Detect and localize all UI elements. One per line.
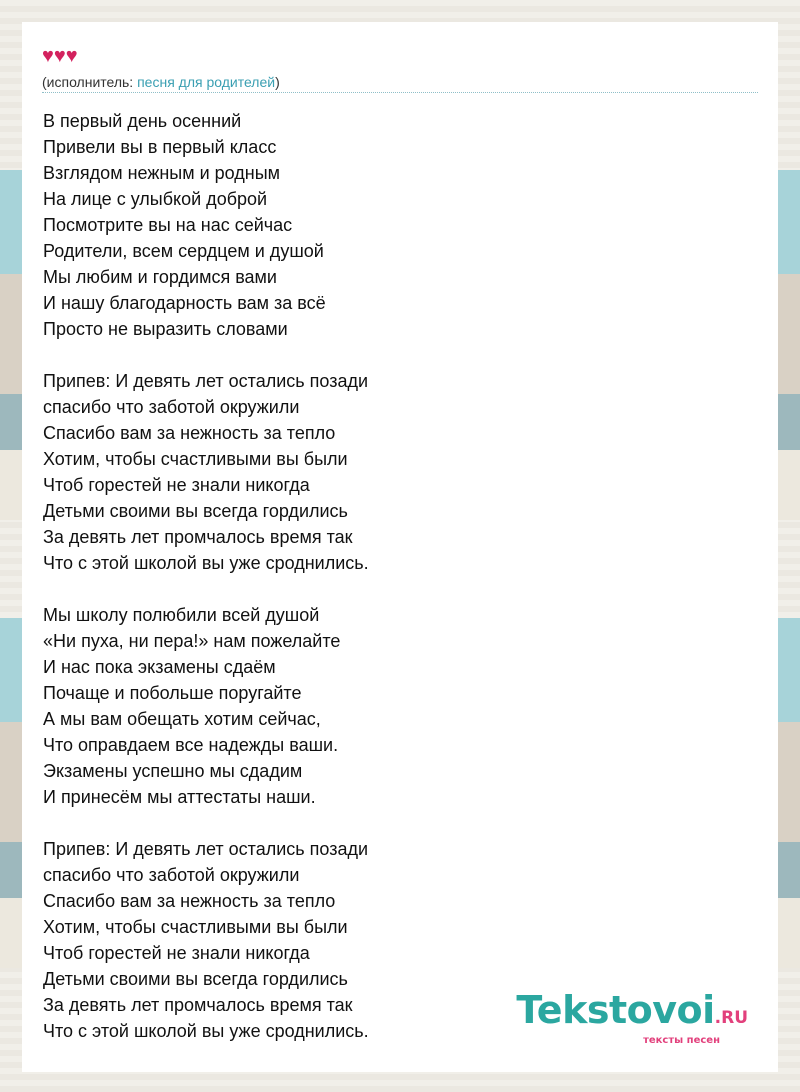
lyric-line: А мы вам обещать хотим сейчас, (43, 709, 321, 729)
lyric-line: Хотим, чтобы счастливыми вы были (43, 917, 348, 937)
lyric-line: Хотим, чтобы счастливыми вы были (43, 449, 348, 469)
lyrics-card (22, 22, 778, 1072)
lyrics-text (43, 108, 743, 1044)
performer-prefix: (исполнитель: (42, 74, 138, 90)
logo-tagline: тексты песен (643, 1035, 720, 1046)
lyric-line: Взглядом нежным и родным (43, 163, 281, 183)
lyric-line: спасибо что заботой окружили (43, 397, 300, 417)
lyric-line: Припев: И девять лет остались позади (43, 839, 369, 859)
logo-tld: .RU (714, 1008, 748, 1028)
lyric-line: Чтоб горестей не знали никогда (43, 943, 310, 963)
lyric-line: Экзамены успешно мы сдадим (43, 761, 303, 781)
lyric-line: И принесём мы аттестаты наши. (43, 787, 316, 807)
site-logo[interactable] (516, 988, 748, 1046)
lyric-line: Спасибо вам за нежность за тепло (43, 423, 336, 443)
performer-link[interactable]: песня для родителей (137, 74, 276, 90)
logo-wordmark (516, 988, 748, 1037)
performer-line (42, 73, 280, 91)
lyric-line: Почаще и побольше поругайте (43, 683, 302, 703)
lyric-line: Просто не выразить словами (43, 319, 288, 339)
lyric-line: Мы любим и гордимся вами (43, 267, 277, 287)
lyric-line: Что оправдаем все надежды ваши. (43, 735, 339, 755)
logo-name: Tekstovoi (516, 988, 715, 1032)
lyric-blank-line (43, 810, 743, 836)
lyric-line: спасибо что заботой окружили (43, 865, 300, 885)
lyric-line: За девять лет промчалось время так (43, 527, 353, 547)
lyric-line: Детьми своими вы всегда гордились (43, 969, 348, 989)
lyric-line: Детьми своими вы всегда гордились (43, 501, 348, 521)
header-divider (42, 92, 758, 93)
lyric-line: Что с этой школой вы уже сроднились. (43, 553, 369, 573)
lyric-line: Мы школу полюбили всей душой (43, 605, 320, 625)
lyric-line: И нас пока экзамены сдаём (43, 657, 276, 677)
lyric-line: Родители, всем сердцем и душой (43, 241, 324, 261)
lyric-blank-line (43, 342, 743, 368)
lyric-line: Спасибо вам за нежность за тепло (43, 891, 336, 911)
lyric-line: За девять лет промчалось время так (43, 995, 353, 1015)
lyric-line: Привели вы в первый класс (43, 137, 277, 157)
hearts-icon: ♥♥♥ (42, 45, 78, 67)
lyric-line: Посмотрите вы на нас сейчас (43, 215, 293, 235)
lyric-line: И нашу благодарность вам за всё (43, 293, 326, 313)
lyric-line: Что с этой школой вы уже сроднились. (43, 1021, 369, 1041)
lyric-blank-line (43, 576, 743, 602)
performer-suffix: ) (275, 74, 280, 90)
lyric-line: В первый день осенний (43, 111, 242, 131)
lyric-line: Чтоб горестей не знали никогда (43, 475, 310, 495)
lyric-line: «Ни пуха, ни пера!» нам пожелайте (43, 631, 341, 651)
lyric-line: На лице с улыбкой доброй (43, 189, 268, 209)
lyric-line: Припев: И девять лет остались позади (43, 371, 369, 391)
